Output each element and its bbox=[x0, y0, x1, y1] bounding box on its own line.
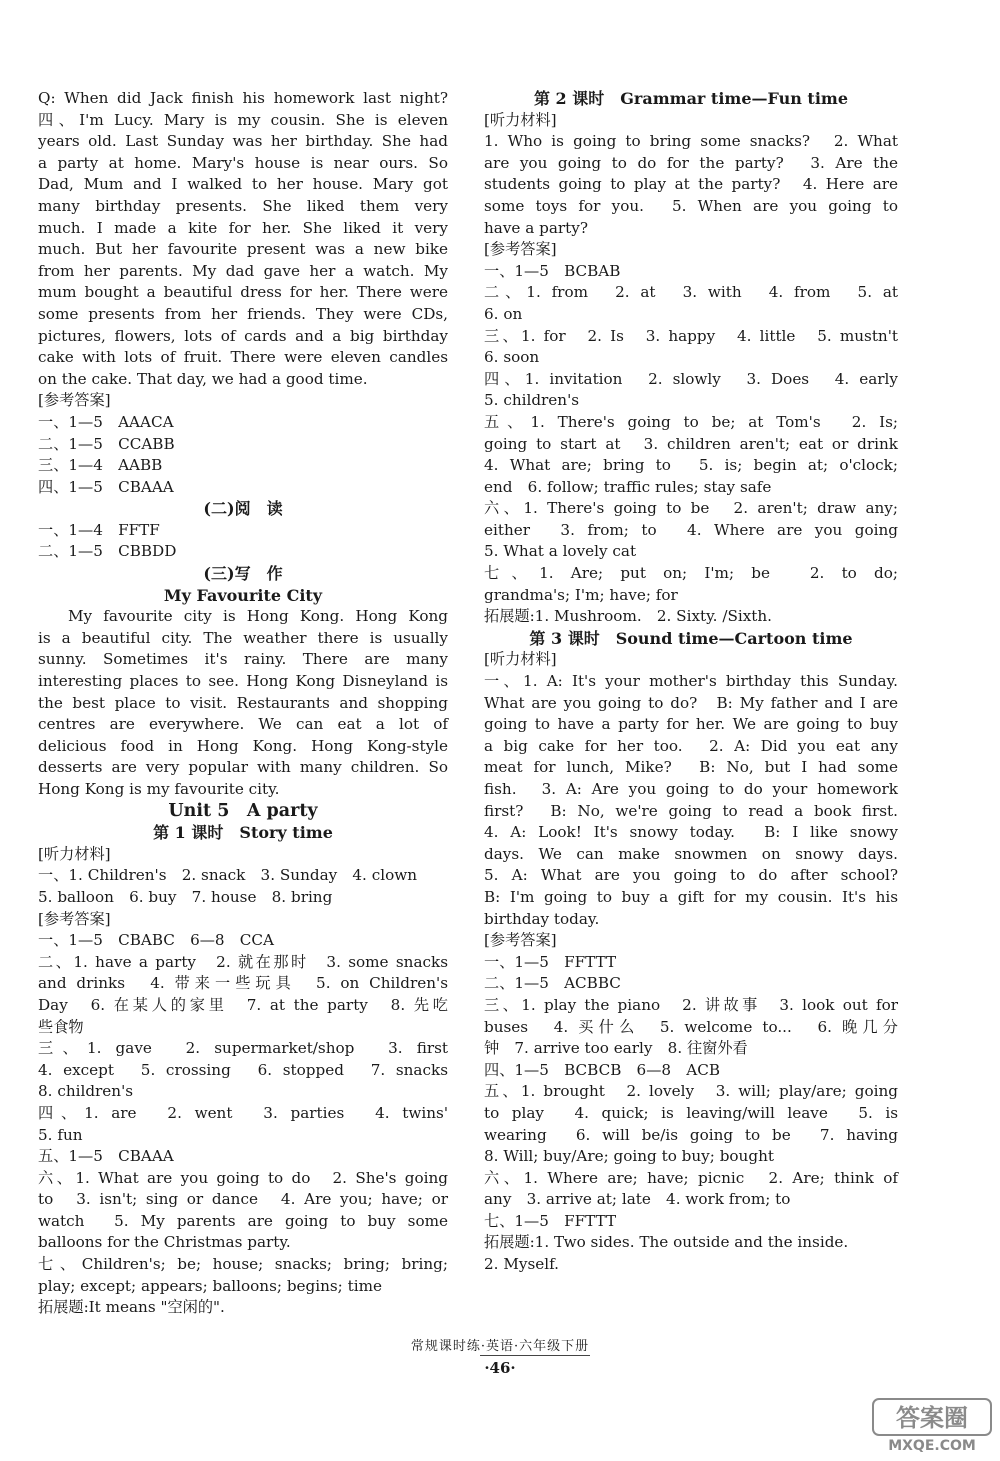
right-line: [听力材料] bbox=[484, 110, 557, 129]
left-line: 七、Children's; be; house; snacks; bring; bring; bbox=[38, 1255, 448, 1274]
left-line: 三、1. gave 2. supermarket/shop 3. first bbox=[38, 1039, 448, 1058]
left-line: (三)写 作 bbox=[203, 564, 283, 584]
right-line: [参考答案] bbox=[484, 931, 557, 950]
watermark-site: MXQE.COM bbox=[888, 1438, 976, 1454]
left-line: and drinks 4. 带来一些玩具 5. on Children's bbox=[38, 974, 448, 993]
left-line: 8. children's bbox=[38, 1082, 134, 1101]
right-line: going to have a party for her. We are going to buy bbox=[484, 715, 898, 734]
right-line: 一、1—5 BCBAB bbox=[484, 261, 621, 280]
left-line: much. I made a kite for her. She liked it very bbox=[38, 218, 448, 237]
right-line: 第 3 课时 Sound time—Cartoon time bbox=[529, 628, 853, 648]
right-line: [听力材料] bbox=[484, 650, 557, 669]
right-line: 钟 7. arrive too early 8. 往窗外看 bbox=[484, 1039, 748, 1058]
left-line: Dad, Mum and I walked to her house. Mary got bbox=[38, 175, 448, 194]
right-line: 5. children's bbox=[484, 391, 580, 410]
right-line: to play 4. quick; is leaving/will leave 5. is bbox=[484, 1103, 898, 1122]
left-line: Q: When did Jack finish his homework last night? bbox=[38, 89, 448, 107]
right-line: days. We can make snowmen on snowy days. bbox=[484, 844, 898, 863]
left-line: 六、1. What are you going to do 2. She's going bbox=[38, 1168, 448, 1187]
right-line: 四、1—5 BCBCB 6—8 ACB bbox=[484, 1060, 720, 1079]
left-line: 二、1—5 CBBDD bbox=[38, 542, 177, 561]
left-line: centres are everywhere. We can eat a lot of bbox=[38, 715, 448, 734]
left-line: [参考答案] bbox=[38, 909, 111, 928]
right-line: 拓展题:1. Mushroom. 2. Sixty. /Sixth. bbox=[484, 607, 772, 626]
right-line: buses 4. 买什么 5. welcome to... 6. 晚几分 bbox=[484, 1017, 898, 1036]
right-line: What are you going to do? B: My father and I are bbox=[484, 693, 898, 712]
left-line: My favourite city is Hong Kong. Hong Kong bbox=[68, 607, 448, 626]
right-line: fish. 3. A: Are you going to do your homework bbox=[484, 780, 898, 798]
watermark-logo bbox=[872, 1398, 992, 1454]
left-line: from her parents. My dad gave her a watch. My bbox=[38, 261, 448, 280]
right-line: 6. on bbox=[484, 304, 523, 323]
left-line: 四、I'm Lucy. Mary is my cousin. She is eleven bbox=[38, 110, 448, 129]
right-line: a big cake for her too. 2. A: Did you eat any bbox=[484, 736, 898, 755]
right-line: 二、1—5 ACBBC bbox=[484, 974, 621, 993]
left-line: sunny. Sometimes it's rainy. There are many bbox=[38, 650, 448, 669]
left-line: 5. balloon 6. buy 7. house 8. bring bbox=[38, 887, 333, 906]
left-line: 二、1—5 CCABB bbox=[38, 434, 175, 453]
left-line: Hong Kong is my favourite city. bbox=[38, 780, 280, 798]
left-line: 些食物 bbox=[38, 1017, 84, 1036]
left-line: My Favourite City bbox=[163, 585, 323, 605]
right-line: [参考答案] bbox=[484, 240, 557, 259]
right-line: have a party? bbox=[484, 218, 588, 237]
right-line: 二、1. from 2. at 3. with 4. from 5. at bbox=[484, 283, 898, 302]
right-line: 6. soon bbox=[484, 348, 540, 367]
right-line: 8. Will; buy/Are; going to buy; bought bbox=[484, 1147, 774, 1166]
left-line: 五、1—5 CBAAA bbox=[38, 1147, 174, 1166]
right-line: 七、1—5 FFTTT bbox=[484, 1211, 617, 1230]
left-line: desserts are very popular with many children. So bbox=[38, 758, 448, 777]
left-line: 拓展题:It means "空闲的". bbox=[38, 1298, 225, 1317]
left-line: 第 1 课时 Story time bbox=[153, 823, 333, 843]
left-line: the best place to visit. Restaurants and shopping bbox=[38, 693, 448, 712]
left-line: 一、1—5 AAACA bbox=[38, 412, 174, 431]
left-line: many birthday presents. She liked them very bbox=[38, 196, 448, 215]
right-line: 七、1. Are; put on; I'm; be 2. to do; bbox=[484, 564, 898, 583]
right-line: either 3. from; to 4. Where are you going bbox=[484, 520, 898, 539]
left-line: 一、1. Children's 2. snack 3. Sunday 4. clown bbox=[38, 866, 417, 885]
left-line: [参考答案] bbox=[38, 391, 111, 410]
watermark-label: 答案圈 bbox=[896, 1404, 968, 1432]
right-line: some toys for you. 5. When are you going to bbox=[484, 196, 898, 215]
left-line: Unit 5 A party bbox=[168, 800, 318, 821]
right-line: 4. A: Look! It's snowy today. B: I like snowy bbox=[484, 823, 898, 842]
right-line: 五、1. brought 2. lovely 3. will; play/are; going bbox=[484, 1082, 898, 1101]
right-line: B: I'm going to buy a gift for my cousin. It's his bbox=[484, 887, 898, 906]
right-line: 三、1. play the piano 2. 讲故事 3. look out for bbox=[484, 995, 898, 1014]
left-line: balloons for the Christmas party. bbox=[38, 1233, 291, 1252]
left-line: is a beautiful city. The weather there is usually bbox=[38, 628, 448, 647]
right-line: 一、1—5 FFTTT bbox=[484, 952, 617, 971]
left-line: 5. fun bbox=[38, 1125, 83, 1144]
left-line: years old. Last Sunday was her birthday. She had bbox=[38, 132, 448, 151]
left-line: a party at home. Mary's house is near ours. So bbox=[38, 153, 448, 172]
right-line: 5. A: What are you going to do after school? bbox=[484, 866, 898, 885]
right-line: first? B: No, we're going to read a book first. bbox=[484, 801, 898, 820]
right-line: 六、1. Where are; have; picnic 2. Are; think of bbox=[484, 1168, 898, 1187]
right-column bbox=[484, 88, 898, 1276]
left-line: 一、1—5 CBABC 6—8 CCA bbox=[38, 931, 274, 950]
right-line: 一、1. A: It's your mother's birthday this Sunday. bbox=[484, 672, 898, 691]
left-line: 4. except 5. crossing 6. stopped 7. snacks bbox=[38, 1060, 448, 1079]
left-line: delicious food in Hong Kong. Hong Kong-style bbox=[38, 736, 448, 755]
left-line: Day 6. 在某人的家里 7. at the party 8. 先吃 bbox=[38, 995, 448, 1014]
footer-book-title: 常规课时练·英语·六年级下册 bbox=[410, 1339, 590, 1354]
left-line: to 3. isn't; sing or dance 4. Are you; have; or bbox=[38, 1190, 448, 1209]
right-line: grandma's; I'm; have; for bbox=[484, 585, 678, 604]
right-line: any 3. arrive at; late 4. work from; to bbox=[484, 1190, 791, 1209]
right-line: 4. What are; bring to 5. is; begin at; o'clock; bbox=[484, 456, 898, 475]
right-line: birthday today. bbox=[484, 909, 600, 928]
right-line: are you going to do for the party? 3. Are the bbox=[484, 153, 898, 172]
left-line: cake with lots of fruit. There were eleven candles bbox=[38, 348, 448, 367]
left-line: 二、1. have a party 2. 就在那时 3. some snacks bbox=[38, 952, 448, 971]
left-line: watch 5. My parents are going to buy some bbox=[38, 1211, 448, 1230]
left-line: interesting places to see. Hong Kong Disneyland is bbox=[38, 672, 448, 691]
right-line: meat for lunch, Mike? B: No, but I had some bbox=[484, 758, 898, 777]
right-line: wearing 6. will be/is going to be 7. having bbox=[484, 1125, 898, 1144]
left-line: mum bought a beautiful dress for her. There were bbox=[38, 283, 448, 302]
right-line: 四、1. invitation 2. slowly 3. Does 4. early bbox=[484, 369, 898, 388]
left-line: (二)阅 读 bbox=[203, 499, 283, 519]
right-line: 1. Who is going to bring some snacks? 2. What bbox=[484, 132, 898, 151]
left-line: 四、1. are 2. went 3. parties 4. twins' bbox=[38, 1103, 448, 1122]
right-line: 2. Myself. bbox=[484, 1255, 559, 1274]
right-line: 5. What a lovely cat bbox=[484, 542, 637, 561]
left-column bbox=[38, 88, 448, 1319]
left-line: [听力材料] bbox=[38, 844, 111, 863]
right-line: 五、1. There's going to be; at Tom's 2. Is; bbox=[484, 412, 898, 431]
left-line: on the cake. That day, we had a good time. bbox=[38, 369, 368, 388]
left-line: much. But her favourite present was a new bike bbox=[38, 240, 448, 259]
left-line: 四、1—5 CBAAA bbox=[38, 477, 174, 496]
left-line: 一、1—4 FFTF bbox=[38, 520, 160, 539]
left-line: some presents from her friends. They were CDs, bbox=[38, 304, 448, 323]
left-line: play; except; appears; balloons; begins; time bbox=[38, 1276, 382, 1295]
left-line: pictures, flowers, lots of cards and a big birthday bbox=[38, 326, 448, 345]
right-line: 拓展题:1. Two sides. The outside and the inside. bbox=[484, 1233, 849, 1252]
right-line: going to start at 3. children aren't; eat or drink bbox=[484, 434, 898, 453]
right-line: students going to play at the party? 4. Here are bbox=[484, 175, 898, 194]
right-line: 六、1. There's going to be 2. aren't; draw any; bbox=[484, 499, 898, 518]
right-line: 三、1. for 2. Is 3. happy 4. little 5. mustn't bbox=[484, 326, 898, 345]
page-number: ·46· bbox=[484, 1359, 516, 1377]
right-line: 第 2 课时 Grammar time—Fun time bbox=[533, 89, 849, 108]
right-line: end 6. follow; traffic rules; stay safe bbox=[484, 477, 772, 496]
left-line: 三、1—4 AABB bbox=[38, 456, 163, 475]
